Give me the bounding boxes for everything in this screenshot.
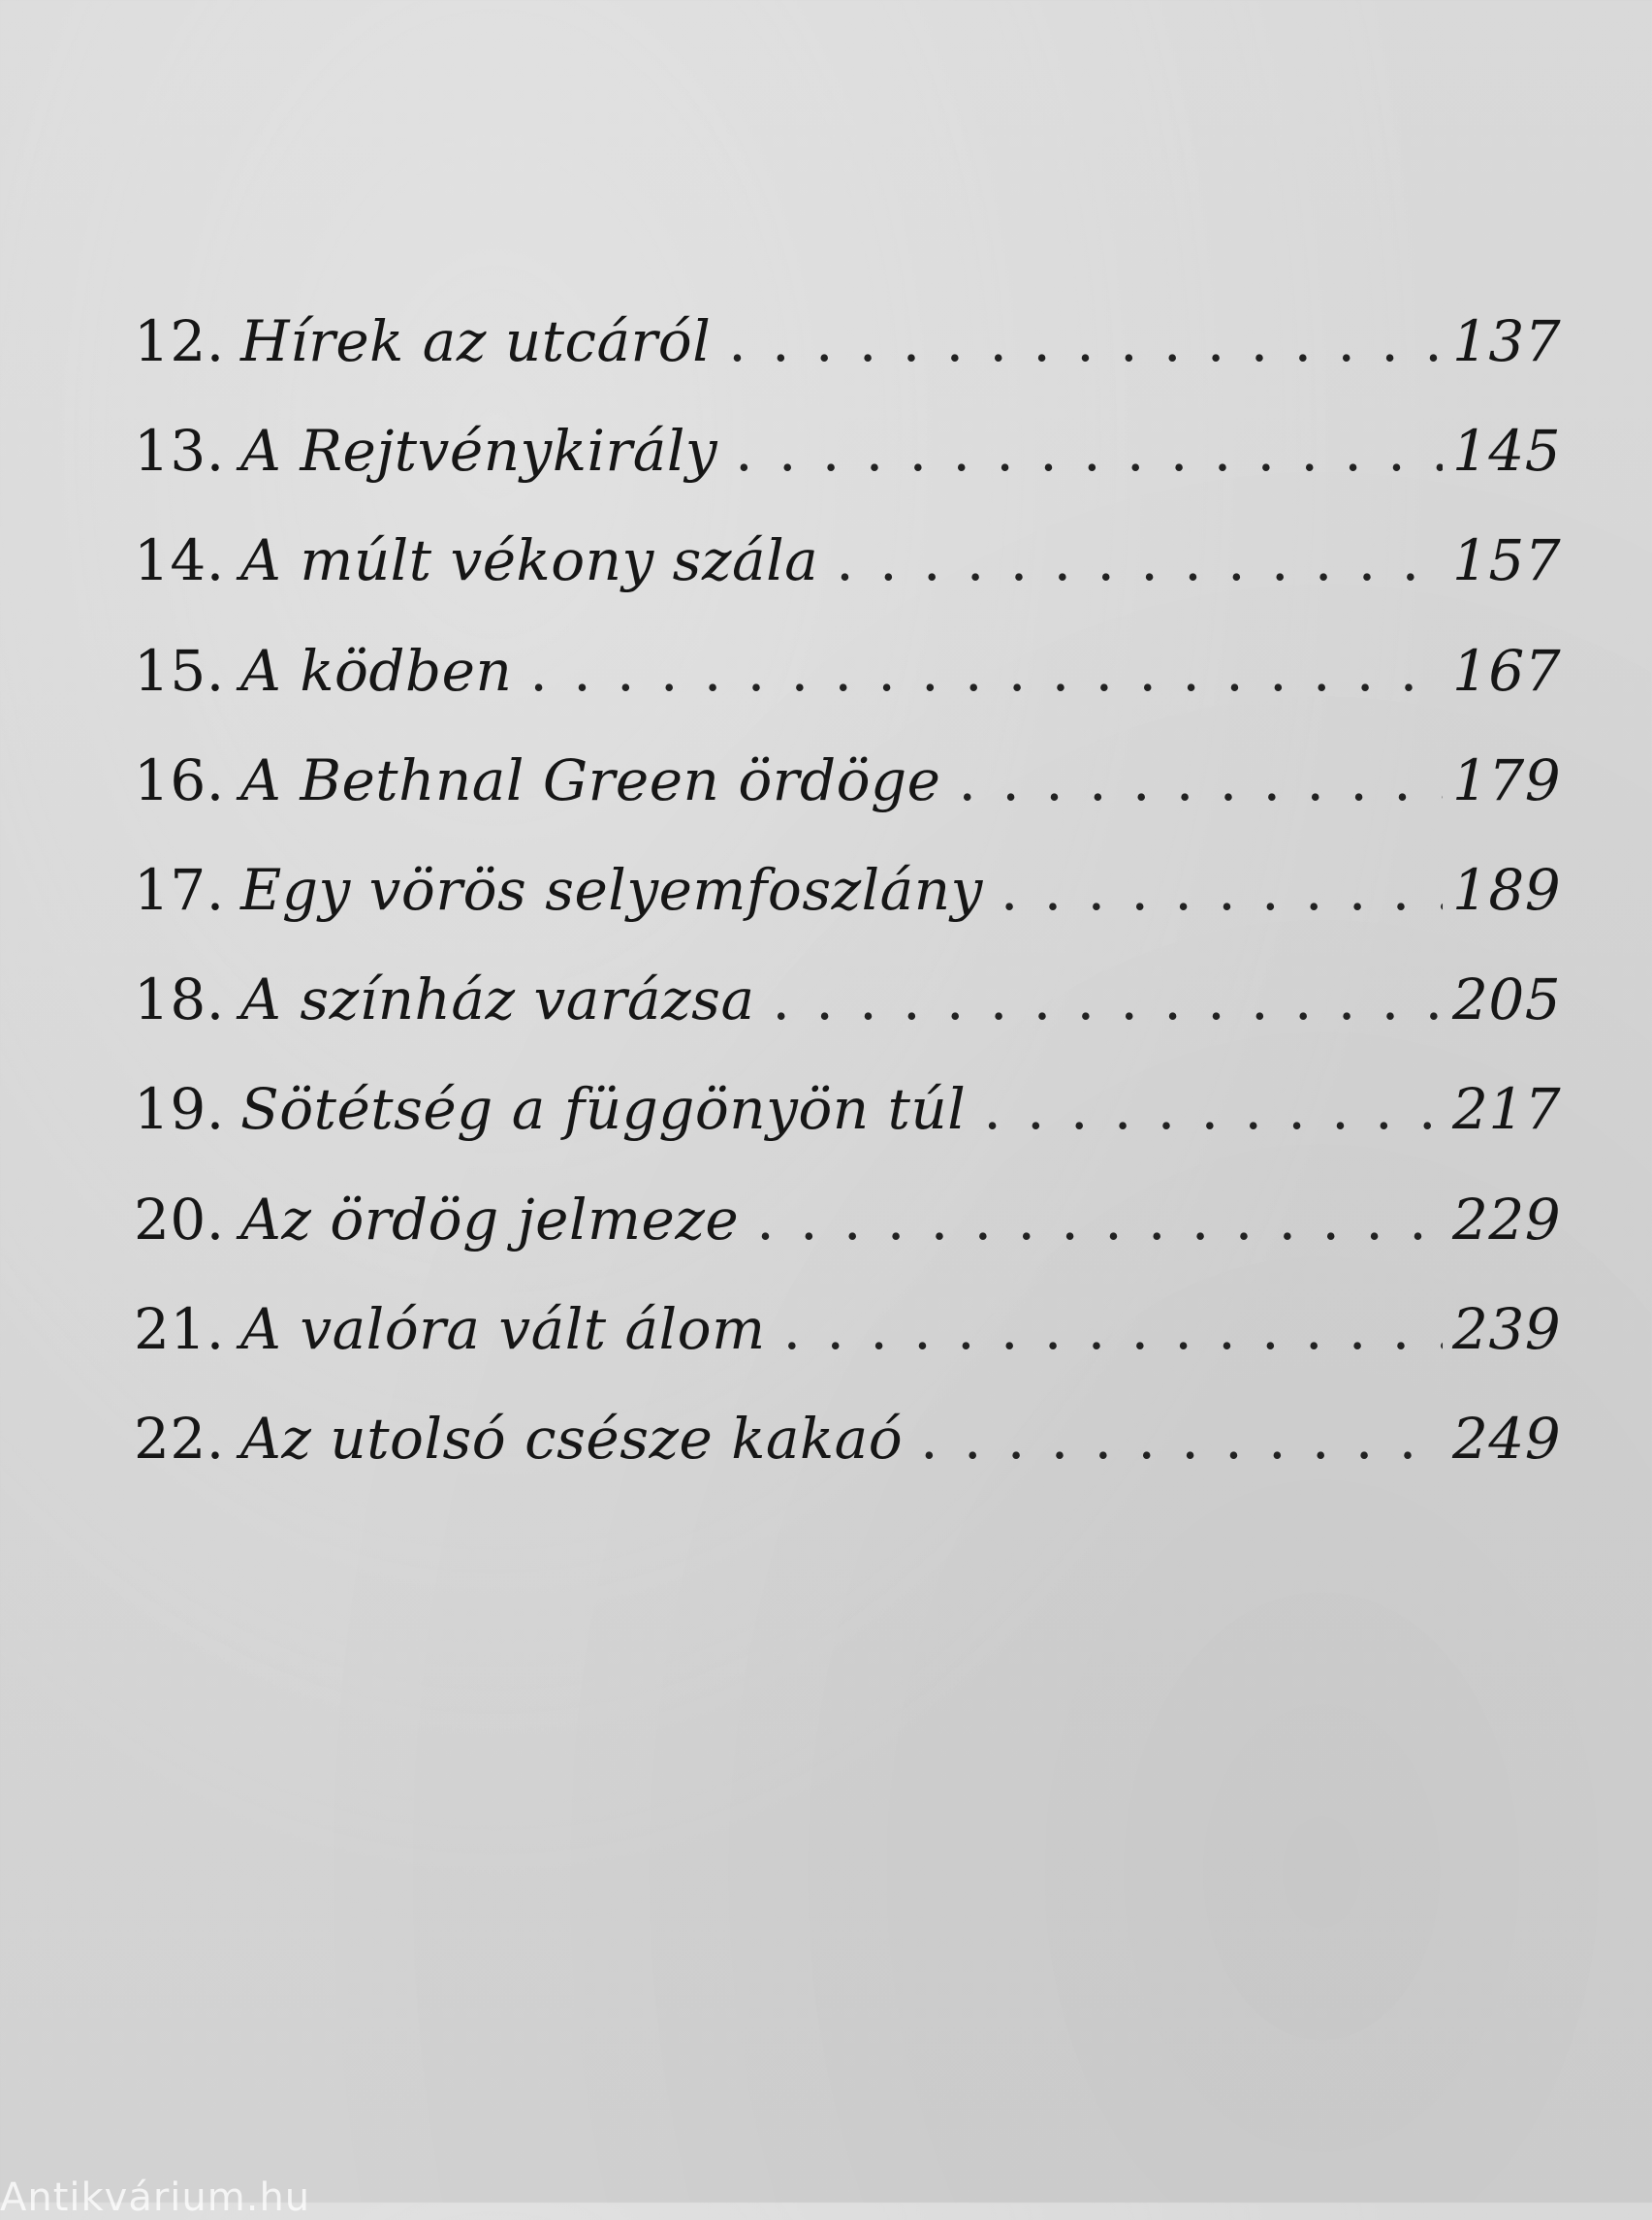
toc-entry-page: 249 — [1452, 1405, 1562, 1472]
toc-dot-leader — [983, 1076, 1443, 1142]
toc-entry — [134, 527, 1562, 637]
site-watermark: Antikvárium.hu — [0, 2175, 311, 2220]
toc-entry-number: 22. — [134, 1405, 225, 1472]
toc-dot-leader — [920, 1406, 1443, 1472]
toc-entry-page: 179 — [1452, 746, 1562, 813]
toc-entry-title: Egy vörös selyemfoszlány — [240, 856, 983, 923]
toc-entry-number: 21. — [134, 1295, 225, 1362]
toc-dot-leader — [959, 747, 1444, 813]
toc-entry — [134, 418, 1562, 527]
toc-entry — [134, 1295, 1562, 1406]
toc-entry-title: Sötétség a függönyön túl — [240, 1076, 967, 1143]
toc-entry-number: 20. — [134, 1186, 225, 1253]
toc-entry-number: 16. — [134, 746, 225, 813]
toc-entry — [134, 1186, 1562, 1296]
toc-entry-title: Hírek az utcáról — [240, 308, 712, 374]
toc-entry-page: 229 — [1452, 1186, 1562, 1253]
toc-entry-number: 14. — [134, 527, 225, 594]
toc-entry-number: 17. — [134, 856, 225, 923]
toc-dot-leader — [728, 308, 1443, 374]
toc-entry — [134, 1405, 1562, 1515]
table-of-contents — [134, 308, 1562, 1515]
toc-entry — [134, 637, 1562, 747]
toc-entry-number: 13. — [134, 418, 225, 485]
toc-dot-leader — [756, 1187, 1443, 1253]
toc-entry-page: 239 — [1452, 1295, 1562, 1362]
toc-entry — [134, 746, 1562, 857]
toc-entry — [134, 1076, 1562, 1186]
toc-entry-title: A ködben — [240, 637, 513, 704]
toc-entry-page: 137 — [1452, 308, 1562, 374]
toc-entry-title: A színház varázsa — [240, 967, 755, 1033]
toc-entry-number: 18. — [134, 967, 225, 1033]
toc-dot-leader — [735, 418, 1443, 484]
toc-entry — [134, 856, 1562, 967]
toc-entry-title: A múlt vékony szála — [240, 527, 819, 594]
toc-dot-leader — [529, 638, 1443, 704]
toc-entry-page: 157 — [1452, 527, 1562, 594]
toc-dot-leader — [773, 967, 1443, 1032]
toc-entry-title: Az ördög jelmeze — [240, 1186, 740, 1253]
toc-entry-title: Az utolsó csésze kakaó — [240, 1405, 904, 1472]
toc-entry — [134, 308, 1562, 418]
toc-entry-number: 12. — [134, 308, 225, 374]
toc-entry — [134, 967, 1562, 1076]
toc-entry-page: 205 — [1452, 967, 1562, 1033]
toc-entry-number: 15. — [134, 637, 225, 704]
toc-entry-number: 19. — [134, 1076, 225, 1143]
toc-entry-page: 189 — [1452, 856, 1562, 923]
toc-entry-title: A valóra vált álom — [240, 1295, 766, 1362]
toc-entry-page: 145 — [1452, 418, 1562, 485]
toc-entry-title: A Bethnal Green ördöge — [240, 746, 941, 813]
toc-dot-leader — [1001, 857, 1443, 923]
toc-dot-leader — [783, 1296, 1443, 1362]
toc-entry-page: 217 — [1452, 1076, 1562, 1143]
toc-dot-leader — [836, 527, 1443, 593]
toc-entry-title: A Rejtvénykirály — [240, 418, 718, 485]
toc-entry-page: 167 — [1452, 637, 1562, 704]
